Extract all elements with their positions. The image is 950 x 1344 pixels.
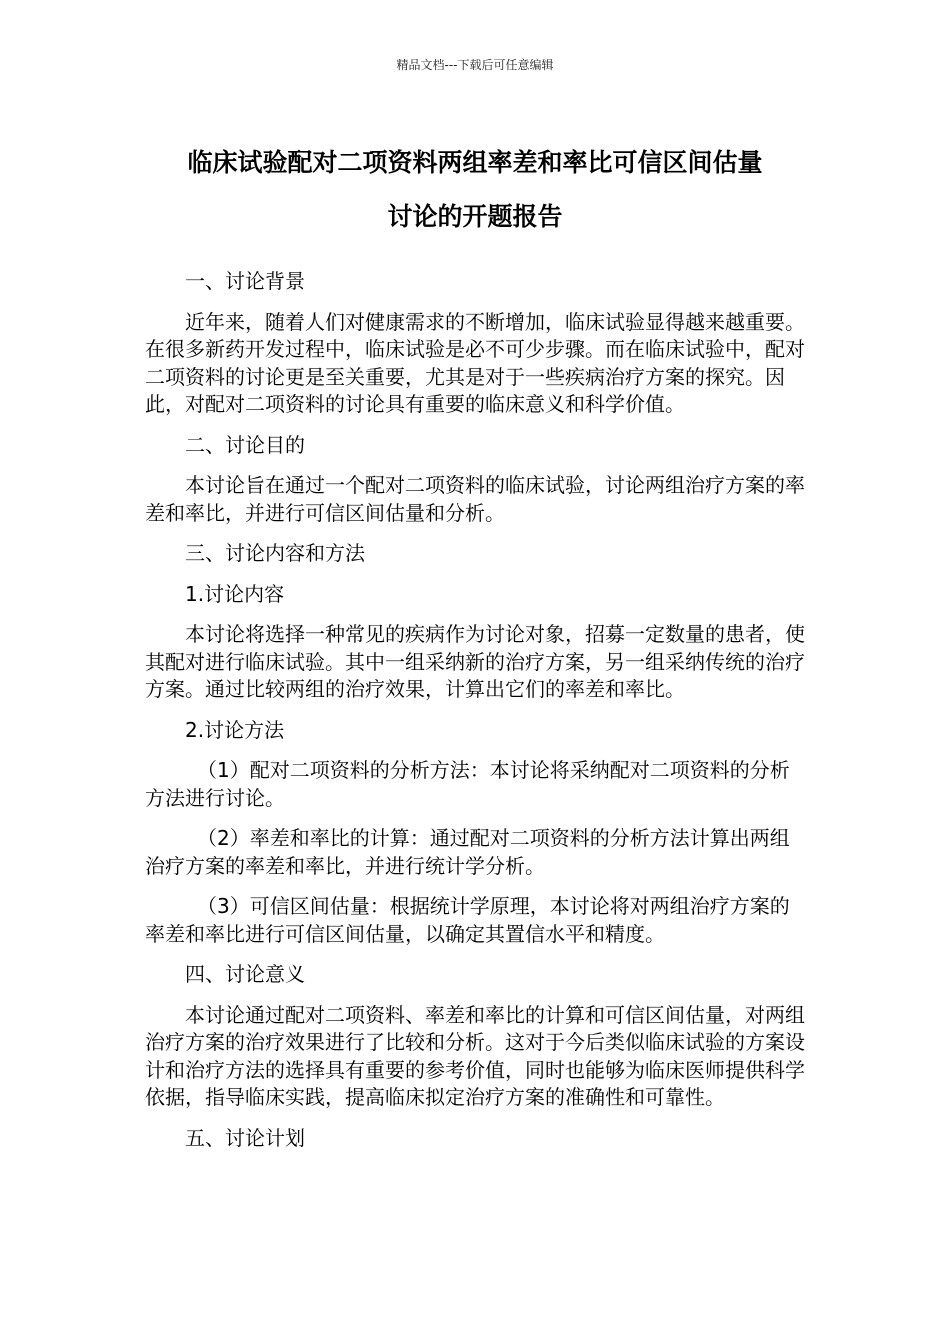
- method-item-1: （1）配对二项资料的分析方法：本讨论将采纳配对二项资料的分析方法进行讨论。: [145, 758, 790, 810]
- section-heading-plan: 五、讨论计划: [185, 1125, 305, 1150]
- document-title: [120, 136, 830, 244]
- subsection-heading-content: 1.讨论内容: [185, 581, 285, 606]
- section-heading-purpose: 二、讨论目的: [185, 432, 305, 457]
- paragraph-background: 近年来，随着人们对健康需求的不断增加，临床试验显得越来越重要。在很多新药开发过程中，临床试验是必不可少步骤。而在临床试验中，配对二项资料的讨论更是至关重要，尤其是对于一些疾病治疗方案的探究。因此，对配对二项资料的讨论具有重要的临床意义和科学价值。: [145, 309, 805, 416]
- header-note: 精品文档---下载后可任意编辑: [396, 58, 554, 72]
- paragraph-content: 本讨论将选择一种常见的疾病作为讨论对象，招募一定数量的患者，使其配对进行临床试验。其中一组采纳新的治疗方案，另一组采纳传统的治疗方案。通过比较两组的治疗效果，计算出它们的率差和率比。: [145, 622, 805, 701]
- title-line-1: 临床试验配对二项资料两组率差和率比可信区间估量: [187, 148, 763, 177]
- subsection-heading-methods: 2.讨论方法: [185, 717, 285, 742]
- method-item-3: （3）可信区间估量：根据统计学原理，本讨论将对两组治疗方案的率差和率比进行可信区间估量，以确定其置信水平和精度。: [145, 894, 790, 946]
- document-body: [145, 268, 805, 1165]
- paragraph-significance: 本讨论通过配对二项资料、率差和率比的计算和可信区间估量，对两组治疗方案的治疗效果进行了比较和分析。这对于今后类似临床试验的方案设计和治疗方法的选择具有重要的参考价值，同时也能够为临床医师提供科学依据，指导临床实践，提高临床拟定治疗方案的准确性和可靠性。: [145, 1002, 805, 1109]
- section-heading-content-methods: 三、讨论内容和方法: [185, 541, 365, 565]
- section-heading-significance: 四、讨论意义: [185, 962, 305, 986]
- section-heading-background: 一、讨论背景: [185, 269, 305, 293]
- title-line-2: 讨论的开题报告: [387, 202, 563, 231]
- paragraph-purpose: 本讨论旨在通过一个配对二项资料的临床试验，讨论两组治疗方案的率差和率比，并进行可信区间估量和分析。: [145, 473, 805, 525]
- method-item-2: （2）率差和率比的计算：通过配对二项资料的分析方法计算出两组治疗方案的率差和率比，并进行统计学分析。: [145, 826, 790, 878]
